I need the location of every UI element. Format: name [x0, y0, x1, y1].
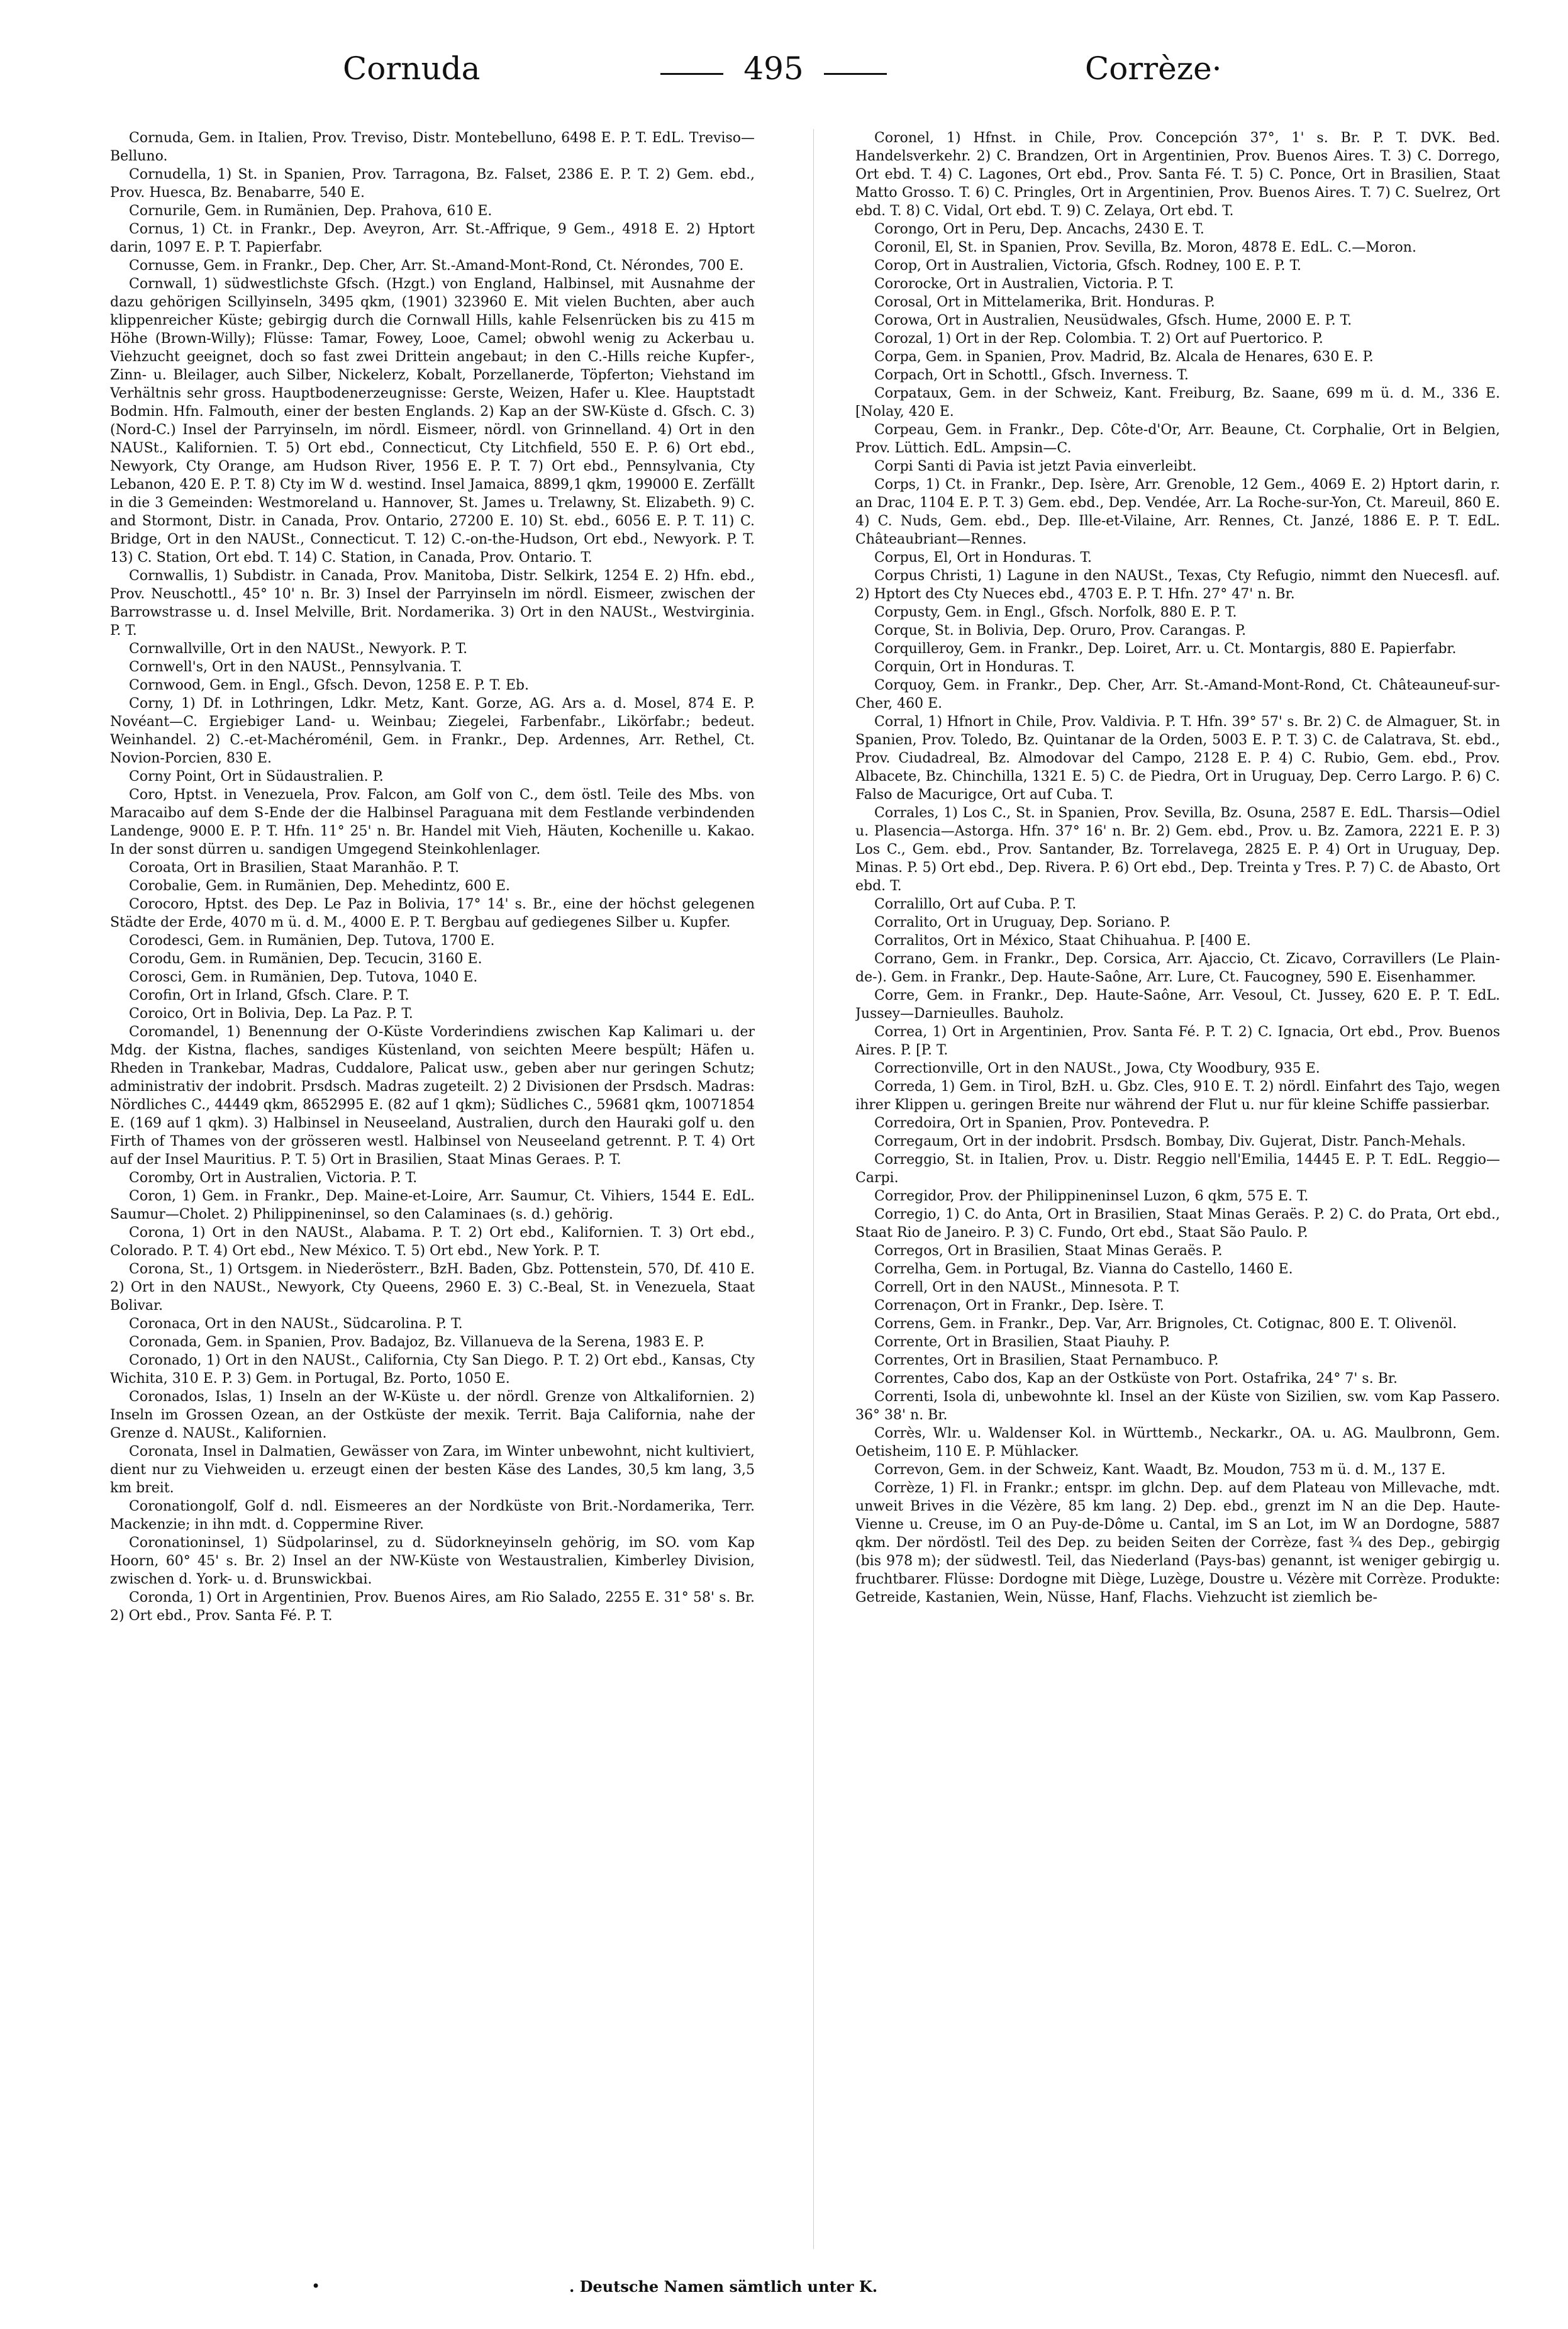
dictionary-entry: Coron, 1) Gem. in Frankr., Dep. Maine-et-Loire, Arr. Saumur, Ct. Vihiers, 1544 E. EdL. Saumur—Cholet. 2) Philippineninsel, so den Calaminaes (s. d.) gehörig. — [110, 1188, 755, 1222]
dictionary-entry: Correnti, Isola di, unbewohnte kl. Insel an der Küste von Sizilien, sw. vom Kap Passero. 36° 38' n. Br. — [855, 1389, 1500, 1423]
dictionary-entry: Coroico, Ort in Bolivia, Dep. La Paz. P. T. — [129, 1006, 413, 1022]
dictionary-entry: Cornus, 1) Ct. in Frankr., Dep. Aveyron, Arr. St.-Affrique, 9 Gem., 4918 E. 2) Hptort darin, 1097 E. P. T. Papierfabr. — [110, 221, 755, 255]
dictionary-entry: Corpusty, Gem. in Engl., Gfsch. Norfolk, 880 E. P. T. — [874, 605, 1237, 620]
dictionary-entry: Corpach, Ort in Schottl., Gfsch. Inverness. T. — [874, 367, 1189, 383]
dictionary-entry: Cornuda, Gem. in Italien, Prov. Treviso, Distr. Montebelluno, 6498 E. P. T. EdL. Treviso—Belluno. — [110, 130, 755, 164]
dictionary-entry: Coromby, Ort in Australien, Victoria. P. T. — [129, 1170, 418, 1186]
dictionary-entry: Corozal, 1) Ort in der Rep. Colombia. T. 2) Ort auf Puertorico. P. — [874, 331, 1323, 347]
dictionary-entry: Correggio, St. in Italien, Prov. u. Distr. Reggio nell'Emilia, 14445 E. P. T. EdL. Reggio—Carpi. — [855, 1152, 1500, 1186]
dictionary-entry: Corrano, Gem. in Frankr., Dep. Corsica, Arr. Ajaccio, Ct. Zicavo, Corravillers (Le Plain-de-). Gem. in Frankr., Dep. Haute-Saône, Arr. Lure, Ct. Faucogney, 590 E. Eisenhammer. — [855, 951, 1500, 985]
dictionary-entry: Cornwallville, Ort in den NAUSt., Newyork. P. T. — [129, 641, 468, 657]
dictionary-entry: Corona, St., 1) Ortsgem. in Niederösterr., BzH. Baden, Gbz. Pottenstein, 570, Df. 410 E. 2) Ort in den NAUSt., Newyork, Cty Queens, 2960 E. 3) C.-Beal, St. in Venezuela, Staat Bolivar. — [110, 1261, 755, 1314]
dictionary-entry: Corodesci, Gem. in Rumänien, Dep. Tutova, 1700 E. — [129, 933, 495, 949]
dictionary-entry: Corowa, Ort in Australien, Neusüdwales, Gfsch. Hume, 2000 E. P. T. — [874, 313, 1352, 328]
dictionary-entry: Coronada, Gem. in Spanien, Prov. Badajoz, Bz. Villanueva de la Serena, 1983 E. P. — [129, 1334, 704, 1350]
dictionary-entry: Corosal, Ort in Mittelamerika, Brit. Honduras. P. — [874, 294, 1215, 310]
dictionary-entry: Corona, 1) Ort in den NAUSt., Alabama. P. T. 2) Ort ebd., Kalifornien. T. 3) Ort ebd., Colorado. P. T. 4) Ort ebd., New México. T. 5) Ort ebd., New York. P. T. — [110, 1225, 755, 1259]
dictionary-entry: Corralito, Ort in Uruguay, Dep. Soriano. P. — [874, 915, 1171, 930]
dictionary-entry: Corosci, Gem. in Rumänien, Dep. Tutova, 1040 E. — [129, 969, 478, 985]
dictionary-entry: Corpi Santi di Pavia ist jetzt Pavia einverleibt. — [874, 459, 1197, 474]
dictionary-entry: Cornwall, 1) südwestlichste Gfsch. (Hzgt.) von England, Halbinsel, mit Ausnahme der dazu gehörigen Scillyinseln, 3495 qkm, (1901) 323960 E. Mit vielen Buchten, aber auch klippenreicher Küste; gebirgig durch die Cornwall Hills, kahle Felsenrücken bis zu 415 m Höhe (Brown-Willy); Flüsse: Tamar, Fowey, Looe, Camel; obwohl wenig zu Ackerbau u. Viehzucht geeignet, doch so fast zwei Drittein angebaut; in den C.-Hills reiche Kupfer-, Zinn- u. Bleilager, auch Silber, Nickelerz, Kobalt, Porzellanerde, Töpferton; Viehstand im Verhältnis sehr gross. Hauptbodenerzeugnisse: Gerste, Weizen, Hafer u. Klee. Hauptstadt Bodmin. Hfn. Falmouth, einer der besten Englands. 2) Kap an der SW-Küste d. Gfsch. C. 3) (Nord-C.) Insel der Parryinseln, im nördl. Eismeer, nördl. von Grinnelland. 4) Ort in den NAUSt., Kalifornien. T. 5) Ort ebd., Connecticut, Cty Litchfield, 550 E. P. 6) Ort ebd., Newyork, Cty Orange, am Hudson River, 1956 E. P. T. 7) Ort ebd., Pennsylvania, Cty Lebanon, 420 E. P. T. 8) Cty im W d. westind. Insel Jamaica, 8899,1 qkm, 199000 E. Zerfällt in die 3 Gemeinden: Westmoreland u. Hannover, St. James u. Trelawny, St. Elizabeth. 9) C. and Stormont, Distr. in Canada, Prov. Ontario, 27200 E. 10) St. ebd., 6056 E. P. T. 11) C. Bridge, Ort in den NAUSt., Connecticut. T. 12) C.-on-the-Hudson, Ort ebd., Newyork. P. T. 13) C. Station, Ort ebd. T. 14) C. Station, in Canada, Prov. Ontario. T. — [110, 276, 755, 566]
dictionary-entry: Corquoy, Gem. in Frankr., Dep. Cher, Arr. St.-Amand-Mont-Rond, Ct. Châteauneuf-sur-Cher, 460 E. — [855, 678, 1500, 712]
dictionary-entry: Corrès, Wlr. u. Waldenser Kol. in Württemb., Neckarkr., OA. u. AG. Maulbronn, Gem. Oetisheim, 110 E. P. Mühlacker. — [855, 1426, 1500, 1460]
dictionary-entry: Correntes, Cabo dos, Kap an der Ostküste von Port. Ostafrika, 24° 7' s. Br. — [874, 1371, 1398, 1387]
dictionary-entry: Corregidor, Prov. der Philippineninsel Luzon, 6 qkm, 575 E. T. — [874, 1188, 1309, 1204]
dictionary-entry: Cornwell's, Ort in den NAUSt., Pennsylvania. T. — [129, 659, 462, 675]
dictionary-entry: Coronata, Insel in Dalmatien, Gewässer von Zara, im Winter unbewohnt, nicht kultiviert, dient nur zu Viehweiden u. erzeugt einen der besten Käse des Landes, 30,5 km lang, 3,5 km breit. — [110, 1444, 755, 1496]
dictionary-entry: Cornusse, Gem. in Frankr., Dep. Cher, Arr. St.-Amand-Mont-Rond, Ct. Nérondes, 700 E. — [129, 258, 744, 274]
dictionary-entry: Coronados, Islas, 1) Inseln an der W-Küste u. der nördl. Grenze von Altkalifornien. 2) Inseln im Grossen Ozean, an der Ostküste der mexik. Territ. Baja California, nahe der Grenze d. NAUSt., Kalifornien. — [110, 1389, 755, 1441]
header-rule-right — [824, 73, 887, 75]
header-left-keyword: Cornuda — [343, 50, 481, 87]
dictionary-entry: Coroata, Ort in Brasilien, Staat Maranhão. P. T. — [129, 860, 460, 876]
dictionary-entry: Corny Point, Ort in Südaustralien. P. — [129, 769, 384, 785]
dictionary-entry: Coronado, 1) Ort in den NAUSt., California, Cty San Diego. P. T. 2) Ort ebd., Kansas, Cty Wichita, 310 E. P. 3) Gem. in Portugal, Bz. Porto, 1050 E. — [110, 1353, 755, 1387]
dictionary-entry: Correa, 1) Ort in Argentinien, Prov. Santa Fé. P. T. 2) C. Ignacia, Ort ebd., Prov. Buenos Aires. P. [P. T. — [855, 1024, 1500, 1058]
dictionary-entry: Corodu, Gem. in Rumänien, Dep. Tecucin, 3160 E. — [129, 951, 482, 967]
footer-note: . Deutsche Namen sämtlich unter K. — [569, 2277, 878, 2296]
dictionary-entry: Correns, Gem. in Frankr., Dep. Var, Arr. Brignoles, Ct. Cotignac, 800 E. T. Olivenöl. — [874, 1316, 1457, 1332]
dictionary-entry: Correvon, Gem. in der Schweiz, Kant. Waadt, Bz. Moudon, 753 m ü. d. M., 137 E. — [874, 1462, 1446, 1478]
page-number: 495 — [743, 50, 804, 87]
dictionary-entry: Coromandel, 1) Benennung der O-Küste Vorderindiens zwischen Kap Kalimari u. der Mdg. der Kistna, flaches, sandiges Küstenland, von seichten Meere bespült; Häfen u. Rheden in Trankebar, Madras, Cuddalore, Palicat usw., geben aber nur geringen Schutz; administrativ der indobrit. Prsdsch. Madras zugeteilt. 2) 2 Divisionen der Prsdsch. Madras: Nördliches C., 44449 qkm, 8652995 E. (82 auf 1 qkm); Südliches C., 59681 qkm, 10071854 E. (169 auf 1 qkm). 3) Halbinsel in Neuseeland, Australien, durch den Hauraki golf u. den Firth of Thames von der grösseren westl. Halbinsel von Neuseeland getrennt. P. T. 4) Ort auf der Insel Mauritius. P. T. 5) Ort in Brasilien, Staat Minas Geraes. P. T. — [110, 1024, 755, 1168]
header-right-keyword: Corrèze· — [1085, 50, 1222, 87]
dictionary-entry: Corobalie, Gem. in Rumänien, Dep. Mehedintz, 600 E. — [129, 878, 511, 894]
dictionary-entry: Cororocke, Ort in Australien, Victoria. P. T. — [874, 276, 1174, 292]
dictionary-entry: Corral, 1) Hfnort in Chile, Prov. Valdivia. P. T. Hfn. 39° 57' s. Br. 2) C. de Almaguer, St. in Spanien, Prov. Toledo, Bz. Quintanar de la Orden, 5003 E. P. T. 3) C. de Calatrava, St. ebd., Prov. Ciudadreal, Bz. Almodovar del Campo, 2128 E. P. 4) C. Rubio, Gem. ebd., Prov. Albacete, Bz. Chinchilla, 1321 E. 5) C. de Piedra, Ort in Uruguay, Dep. Cerro Largo. P. 6) C. Falso de Macurigce, Ort auf Cuba. T. — [855, 714, 1500, 803]
dictionary-entry: Corregos, Ort in Brasilien, Staat Minas Geraës. P. — [874, 1243, 1223, 1259]
dictionary-entry: Corquin, Ort in Honduras. T. — [874, 659, 1075, 675]
dictionary-entry: Correda, 1) Gem. in Tirol, BzH. u. Gbz. Cles, 910 E. T. 2) nördl. Einfahrt des Tajo, wegen ihrer Klippen u. geringen Breite nur während der Flut u. nur für kleine Schiffe passierbar. — [855, 1079, 1500, 1113]
dictionary-entry: Corocoro, Hptst. des Dep. Le Paz in Bolivia, 17° 14' s. Br., eine der höchst gelegenen Städte der Erde, 4070 m ü. d. M., 4000 E. P. T. Bergbau auf gediegenes Silber u. Kupfer. — [110, 896, 755, 930]
dictionary-entry: Corquilleroy, Gem. in Frankr., Dep. Loiret, Arr. u. Ct. Montargis, 880 E. Papierfabr. — [874, 641, 1457, 657]
dictionary-entry: Coronel, 1) Hfnst. in Chile, Prov. Concepción 37°, 1' s. Br. P. T. DVK. Bed. Handelsverkehr. 2) C. Brandzen, Ort in Argentinien, Prov. Buenos Aires. T. 3) C. Dorrego, Ort ebd. T. 4) C. Lagones, Ort ebd., Prov. Santa Fé. T. 5) C. Ponce, Ort in Brasilien, Staat Matto Grosso. T. 6) C. Pringles, Ort in Argentinien, Prov. Buenos Aires. T. 7) C. Suelrez, Ort ebd. T. 8) C. Vidal, Ort ebd. T. 9) C. Zelaya, Ort ebd. T. — [855, 130, 1500, 219]
dictionary-entry: Corpataux, Gem. in der Schweiz, Kant. Freiburg, Bz. Saane, 699 m ü. d. M., 336 E. [Nolay, 420 E. — [855, 386, 1500, 420]
dictionary-entry: Corpus Christi, 1) Lagune in den NAUSt., Texas, Cty Refugio, nimmt den Nuecesfl. auf. 2) Hptort des Cty Nueces ebd., 4703 E. P. T. Hfn. 27° 47' n. Br. — [855, 568, 1500, 602]
column-divider — [813, 129, 814, 2249]
dictionary-entry: Coronationinsel, 1) Südpolarinsel, zu d. Südorkneyinseln gehörig, im SO. vom Kap Hoorn, 60° 45' s. Br. 2) Insel an der NW-Küste von Westaustralien, Kimberley Division, zwischen d. York- u. d. Brunswickbai. — [110, 1535, 755, 1587]
dictionary-entry: Corny, 1) Df. in Lothringen, Ldkr. Metz, Kant. Gorze, AG. Ars a. d. Mosel, 874 E. P. Novéant—C. Ergiebiger Land- u. Weinbau; Ziegelei, Farbenfabr., Likörfabr.; bedeut. Weinhandel. 2) C.-et-Machéroménil, Gem. in Frankr., Dep. Ardennes, Arr. Rethel, Ct. Novion-Porcien, 830 E. — [110, 696, 755, 766]
dictionary-entry: Cornurile, Gem. in Rumänien, Dep. Prahova, 610 E. — [129, 203, 492, 219]
dictionary-entry: Coro, Hptst. in Venezuela, Prov. Falcon, am Golf von C., dem östl. Teile des Mbs. von Maracaibo auf dem S-Ende der die Halbinsel Paraguana mit dem Festlande verbindenden Landenge, 9000 E. P. T. Hfn. 11° 25' n. Br. Handel mit Vieh, Häuten, Kochenille u. Kakao. In der sonst dürren u. sandigen Umgegend Steinkohlenlager. — [110, 787, 755, 857]
page-footer — [0, 2277, 1568, 2309]
dictionary-entry: Corps, 1) Ct. in Frankr., Dep. Isère, Arr. Grenoble, 12 Gem., 4069 E. 2) Hptort darin, r. an Drac, 1104 E. P. T. 3) Gem. ebd., Dep. Vendée, Arr. La Roche-sur-Yon, Ct. Mareuil, 860 E. 4) C. Nuds, Gem. ebd., Dep. Ille-et-Vilaine, Arr. Rennes, Ct. Janzé, 1886 E. P. T. EdL. Châteaubriant—Rennes. — [855, 477, 1500, 547]
dictionary-entry: Corrales, 1) Los C., St. in Spanien, Prov. Sevilla, Bz. Osuna, 2587 E. EdL. Tharsis—Odiel u. Plasencia—Astorga. Hfn. 37° 16' n. Br. 2) Gem. ebd., Prov. u. Bz. Zamora, 2221 E. P. 3) Los C., Gem. ebd., Prov. Santander, Bz. Torrelavega, 2825 E. P. 4) Ort in Uruguay, Dep. Minas. P. 5) Ort ebd., Dep. Rivera. P. 6) Ort ebd., Dep. Treinta y Tres. P. 7) C. de Abasto, Ort ebd. T. — [855, 805, 1500, 894]
dictionary-entry: Corop, Ort in Australien, Victoria, Gfsch. Rodney, 100 E. P. T. — [874, 258, 1302, 274]
page-header — [0, 50, 1568, 101]
left-column — [110, 129, 755, 2249]
dictionary-entry: Correll, Ort in den NAUSt., Minnesota. P. T. — [874, 1280, 1180, 1295]
footer-mark: • — [311, 2277, 321, 2295]
dictionary-entry: Corregio, 1) C. do Anta, Ort in Brasilien, Staat Minas Geraës. P. 2) C. do Prata, Ort ebd., Staat Rio de Janeiro. P. 3) C. Fundo, Ort ebd., Staat São Paulo. P. — [855, 1207, 1500, 1241]
dictionary-entry: Cornudella, 1) St. in Spanien, Prov. Tarragona, Bz. Falset, 2386 E. P. T. 2) Gem. ebd., Prov. Huesca, Bz. Benabarre, 540 E. — [110, 167, 755, 201]
dictionary-entry: Corregaum, Ort in der indobrit. Prsdsch. Bombay, Div. Gujerat, Distr. Panch-Mehals. — [874, 1134, 1466, 1149]
dictionary-entry: Corre, Gem. in Frankr., Dep. Haute-Saône, Arr. Vesoul, Ct. Jussey, 620 E. P. T. EdL. Jussey—Darnieulles. Bauholz. — [855, 988, 1500, 1022]
dictionary-entry: Corofin, Ort in Irland, Gfsch. Clare. P. T. — [129, 988, 409, 1003]
dictionary-entry: Correlha, Gem. in Portugal, Bz. Vianna do Castello, 1460 E. — [874, 1261, 1293, 1277]
dictionary-entry: Corrèze, 1) Fl. in Frankr.; entspr. im glchn. Dep. auf dem Plateau von Millevache, mdt. unweit Brives in die Vézère, 85 km lang. 2) Dep. ebd., grenzt im N an die Dep. Haute-Vienne u. Creuse, im O an Puy-de-Dôme u. Cantal, im S an Lot, im W an Dordogne, 5887 qkm. Der nördöstl. Teil des Dep. zu beiden Seiten der Corrèze, fast ¾ des Dep., gebirgig (bis 978 m); der südwestl. Teil, das Niederland (Pays-bas) genannt, ist weniger gebirgig u. fruchtbarer. Flüsse: Dordogne mit Diège, Luzège, Doustre u. Vézère mit Corrèze. Produkte: Getreide, Kastanien, Wein, Nüsse, Hanf, Flachs. Viehzucht ist ziemlich be- — [855, 1480, 1500, 1606]
dictionary-entry: Coronil, El, St. in Spanien, Prov. Sevilla, Bz. Moron, 4878 E. EdL. C.—Moron. — [874, 240, 1416, 255]
dictionary-entry: Corque, St. in Bolivia, Dep. Oruro, Prov. Carangas. P. — [874, 623, 1247, 639]
dictionary-entry: Coronda, 1) Ort in Argentinien, Prov. Buenos Aires, am Rio Salado, 2255 E. 31° 58' s. Br. 2) Ort ebd., Prov. Santa Fé. P. T. — [110, 1590, 755, 1624]
dictionary-entry: Cornwallis, 1) Subdistr. in Canada, Prov. Manitoba, Distr. Selkirk, 1254 E. 2) Hfn. ebd., Prov. Neuschottl., 45° 10' n. Br. 3) Insel der Parryinseln im nördl. Eismeer, zwischen der Barrowstrasse u. d. Insel Melville, Brit. Nordamerika. 3) Ort in den NAUSt., Westvirginia. P. T. — [110, 568, 755, 639]
dictionary-entry: Corralitos, Ort in México, Staat Chihuahua. P. [400 E. — [874, 933, 1251, 949]
right-column — [855, 129, 1500, 2249]
dictionary-entry: Corpeau, Gem. in Frankr., Dep. Côte-d'Or, Arr. Beaune, Ct. Corphalie, Ort in Belgien, Prov. Lüttich. EdL. Ampsin—C. — [855, 422, 1500, 456]
dictionary-entry: Corralillo, Ort auf Cuba. P. T. — [874, 896, 1077, 912]
dictionary-entry: Corpus, El, Ort in Honduras. T. — [874, 550, 1092, 566]
dictionary-entry: Corpa, Gem. in Spanien, Prov. Madrid, Bz. Alcala de Henares, 630 E. P. — [874, 349, 1374, 365]
dictionary-entry: Correctionville, Ort in den NAUSt., Jowa, Cty Woodbury, 935 E. — [874, 1061, 1320, 1076]
dictionary-entry: Corredoira, Ort in Spanien, Prov. Pontevedra. P. — [874, 1115, 1210, 1131]
dictionary-entry: Coronationgolf, Golf d. ndl. Eismeeres an der Nordküste von Brit.-Nordamerika, Terr. Mackenzie; in ihn mdt. d. Coppermine River. — [110, 1499, 755, 1533]
dictionary-entry: Correntes, Ort in Brasilien, Staat Pernambuco. P. — [874, 1353, 1219, 1368]
dictionary-entry: Coronaca, Ort in den NAUSt., Südcarolina. P. T. — [129, 1316, 463, 1332]
dictionary-entry: Correnaçon, Ort in Frankr., Dep. Isère. T. — [874, 1298, 1164, 1314]
dictionary-entry: Corrente, Ort in Brasilien, Staat Piauhy. P. — [874, 1334, 1170, 1350]
dictionary-entry: Cornwood, Gem. in Engl., Gfsch. Devon, 1258 E. P. T. Eb. — [129, 678, 530, 693]
dictionary-entry: Corongo, Ort in Peru, Dep. Ancachs, 2430 E. T. — [874, 221, 1204, 237]
